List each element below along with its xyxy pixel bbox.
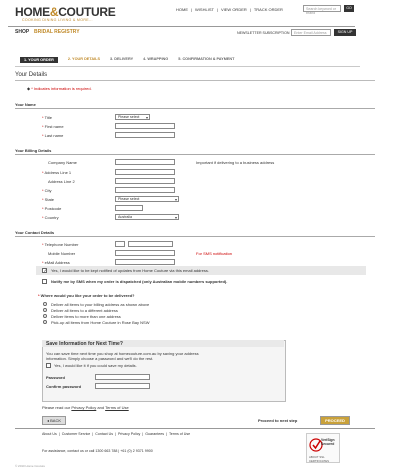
signup-button[interactable]: SIGN UP [334,29,356,36]
country-label: * Country [42,215,59,220]
step-delivery: 3. DELIVERY [110,57,134,61]
country-select[interactable]: Australia ▾ [115,214,179,220]
delivery-option-label: Deliver all items to your billing address as shown above [51,302,150,307]
contact-section-title: Your Contact Details [15,230,55,235]
title-label: * Title [42,115,53,120]
email-label: * eMail Address [42,260,70,265]
tagline: COOKING DINING LIVING & MORE... [22,18,93,22]
step-your-details: 2. YOUR DETAILS [67,57,101,61]
back-button[interactable]: ◂ BACK [42,416,66,425]
view-order-link[interactable]: VIEW ORDER [220,7,247,12]
checkout-steps [20,57,234,63]
address1-label: * Address Line 1 [42,170,72,175]
nav-shop[interactable]: SHOP [15,29,30,35]
phone-label: * Telephone Number [42,242,79,247]
mobile-input[interactable] [115,250,175,256]
customer-service-link[interactable]: Customer Service [61,432,91,436]
go-button[interactable]: GO [344,5,354,12]
sms-updates-label: Notify me by SMS when my order is dispatched (only Australian mobile numbers supported). [51,279,228,284]
delivery-option-multiple-radio[interactable] [43,314,47,318]
save-info-desc-line1: You can save time next time you shop at homecouture.com.au by saving your address [46,351,199,356]
terms-of-use-footer-link[interactable]: Terms of Use [168,432,191,436]
company-label: Company Name [48,160,77,165]
name-section-title: Your Name [15,102,36,107]
save-details-label: Yes, I would like it if you could save my details. [54,363,137,368]
track-order-link[interactable]: TRACK ORDER [253,7,283,12]
delivery-option-billing-radio[interactable] [43,302,47,306]
section-divider [15,108,375,109]
confirm-password-input[interactable] [95,383,150,389]
save-info-title: Save Information for Next Time? [46,341,123,347]
bullet-icon: ◆ [27,86,32,91]
newsletter-label: NEWSLETTER SUBSCRIPTION [237,31,290,35]
footer-links: About Us | Customer Service | Contact Us | Privacy Policy | Guarantees | Terms of Use [42,432,191,436]
confirm-password-label: Confirm password [46,384,82,389]
steps-divider [15,66,360,67]
footer-divider [15,428,375,429]
last-name-input[interactable] [115,132,175,138]
email-updates-checkbox[interactable] [42,268,47,273]
last-name-label: * Last name [42,133,64,138]
state-select[interactable]: Please select ▾ [115,196,179,202]
email-input[interactable] [115,259,175,265]
top-links: HOME | WISHLIST | VIEW ORDER | TRACK ORDER [176,7,283,12]
company-note: Important if delivering to a business address [196,160,275,165]
required-note: ◆ * Indicates information is required. [27,86,92,91]
delivery-option-pickup-radio[interactable] [43,320,47,324]
section-divider [15,154,375,155]
email-updates-label: Yes, I would like to be kept notified of updates from Home Couture via this email address. [51,268,209,273]
state-label: * State [42,197,55,202]
step-confirmation: 5. CONFIRMATION & PAYMENT [178,57,235,61]
delivery-option-label: Deliver items to more than one address [51,314,121,319]
address1-input[interactable] [115,169,175,175]
delivery-option-label: Deliver all items to a different address [51,308,118,313]
password-label: Password [46,375,65,380]
delivery-option-different-radio[interactable] [43,308,47,312]
terms-of-use-link[interactable]: Terms of Use [105,405,129,410]
verisign-badge[interactable]: VeriSign Secured ABOUT SSL CERTIFICATES [306,433,340,463]
delivery-question: * Where would you like your order to be delivered? [38,293,135,298]
contact-us-link[interactable]: Contact Us [95,432,114,436]
phone-area-input[interactable] [115,241,125,247]
delivery-option-label: Pick-up all items from Home Couture in Rose Bay NSW [51,320,150,325]
privacy-policy-footer-link[interactable]: Privacy Policy [117,432,141,436]
first-name-label: * First name [42,124,64,129]
check-icon: ✓ [43,267,48,273]
search-input[interactable]: Search keyword or brand [303,5,341,12]
title-select[interactable]: Please select ▾ [115,114,150,120]
about-us-link[interactable]: About Us [42,432,57,436]
city-label: * City [42,188,52,193]
newsletter-email-input[interactable]: Enter Email Address [291,29,331,36]
password-input[interactable] [95,374,150,380]
site-logo[interactable]: HOME&COUTURE [15,5,116,19]
billing-section-title: Your Billing Details [15,148,52,153]
arrow-left-icon: ◂ [46,418,51,423]
wishlist-link[interactable]: WISHLIST [195,7,214,12]
privacy-policy-link[interactable]: Privacy Policy [71,405,97,410]
company-input[interactable] [115,159,175,165]
page-title: Your Details [15,72,48,78]
nav-divider [8,26,355,27]
nav-bridal-registry[interactable]: BRIDAL REGISTRY [34,29,80,35]
step-your-order[interactable]: 1. YOUR ORDER [20,57,58,63]
sms-note: For SMS notification [196,251,233,256]
section-divider [15,236,375,237]
postcode-label: * Postcode [42,206,62,211]
postcode-input[interactable] [115,205,143,211]
title-divider [15,80,375,81]
proceed-text: Proceed to next step [258,418,298,423]
first-name-input[interactable] [115,123,175,129]
sms-updates-checkbox[interactable] [42,279,47,284]
proceed-button[interactable]: PROCEED [320,416,350,425]
save-details-checkbox[interactable] [46,363,51,368]
save-info-panel [42,340,286,402]
phone-number-input[interactable] [128,241,173,247]
home-link[interactable]: HOME [176,7,188,12]
save-info-desc-line2: information. Simply choose a password and we'll do the rest. [46,356,154,361]
step-wrapping: 4. WRAPPING [143,57,169,61]
policy-text: Please read our Privacy Policy and Terms of Use [42,405,129,410]
guarantees-link[interactable]: Guarantees [145,432,165,436]
address2-input[interactable] [115,178,175,184]
mobile-label: Mobile Number [48,251,76,256]
copyright: © 2010 Home Couture [15,464,46,468]
address2-label: Address Line 2 [48,179,75,184]
city-input[interactable] [115,187,175,193]
footer-assist: For assistance, contact us or call 1300 663 788 | +61 (0) 2 9371 9900 [42,449,153,453]
